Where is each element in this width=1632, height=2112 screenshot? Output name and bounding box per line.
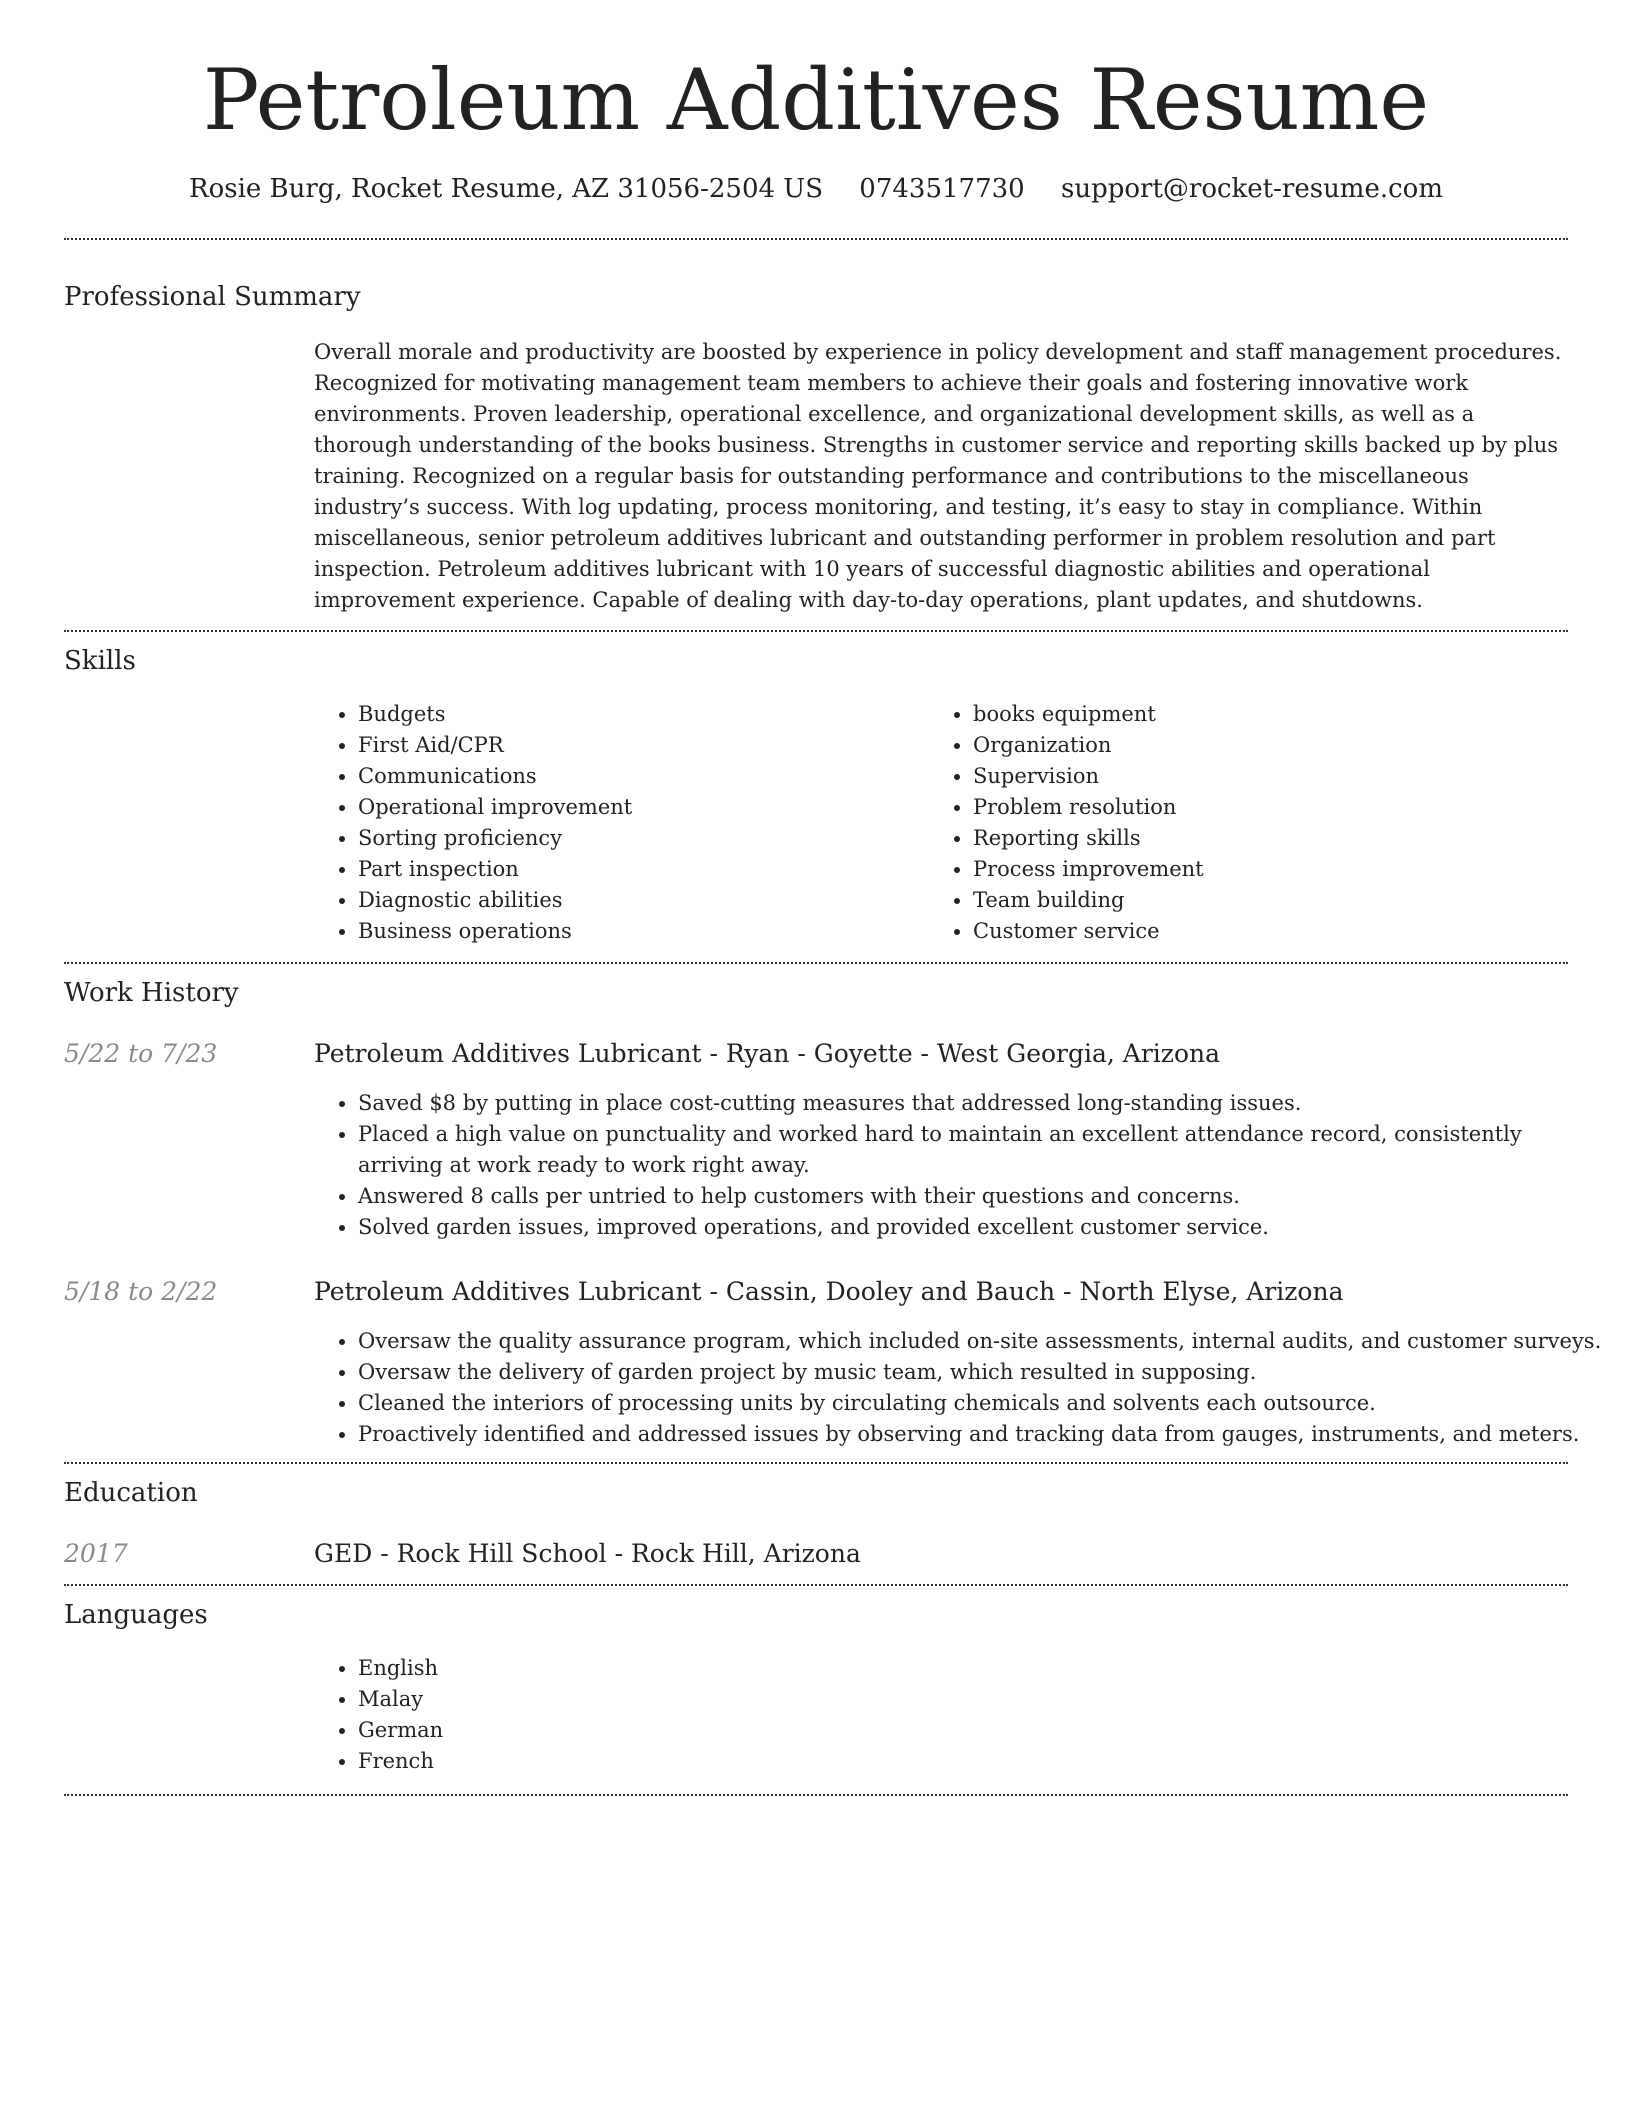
divider — [64, 630, 1568, 632]
skill-item: • Process improvement — [973, 854, 1573, 885]
language-item: • Malay — [358, 1684, 958, 1715]
contact-line — [0, 172, 1632, 206]
language-item: • English — [358, 1653, 958, 1684]
languages-list — [314, 1653, 958, 1777]
skill-item: • Problem resolution — [973, 792, 1573, 823]
section-title-languages: Languages — [64, 1600, 208, 1630]
skill-item: • Team building — [973, 885, 1573, 916]
section-title-work: Work History — [64, 978, 239, 1008]
skills-list-left — [314, 699, 918, 947]
language-item: • German — [358, 1715, 958, 1746]
job-bullet: • Placed a high value on punctuality and worked hard to maintain an excellent attendance record, consistently arriving at work ready to work right away. — [358, 1119, 1612, 1181]
skill-item: • Budgets — [358, 699, 918, 730]
divider — [64, 1584, 1568, 1586]
job-bullet: • Cleaned the interiors of processing units by circulating chemicals and solvents each outsource. — [358, 1388, 1612, 1419]
contact-address: Rosie Burg, Rocket Resume, AZ 31056-2504 US — [189, 174, 824, 204]
divider — [64, 1462, 1568, 1464]
divider — [64, 962, 1568, 964]
job-bullet: • Saved $8 by putting in place cost-cutting measures that addressed long-standing issues. — [358, 1088, 1612, 1119]
skill-item: • Organization — [973, 730, 1573, 761]
section-title-summary: Professional Summary — [64, 282, 361, 312]
divider — [64, 238, 1568, 240]
section-title-skills: Skills — [64, 646, 136, 676]
skills-list-right — [929, 699, 1573, 947]
contact-phone: 0743517730 — [859, 174, 1025, 204]
divider — [64, 1794, 1568, 1796]
skill-item: • Operational improvement — [358, 792, 918, 823]
education-year: 2017 — [64, 1539, 128, 1568]
job-heading: Petroleum Additives Lubricant - Ryan - Goyette - West Georgia, Arizona — [314, 1039, 1221, 1068]
job-dates: 5/22 to 7/23 — [64, 1039, 218, 1068]
job-bullets — [314, 1326, 1612, 1450]
skill-item: • books equipment — [973, 699, 1573, 730]
skill-item: • Communications — [358, 761, 918, 792]
skill-item: • Customer service — [973, 916, 1573, 947]
skill-item: • Reporting skills — [973, 823, 1573, 854]
section-title-education: Education — [64, 1478, 198, 1508]
language-item: • French — [358, 1746, 958, 1777]
skill-item: • Supervision — [973, 761, 1573, 792]
education-degree: GED - Rock Hill School - Rock Hill, Arizona — [314, 1539, 861, 1568]
skill-item: • Diagnostic abilities — [358, 885, 918, 916]
job-bullet: • Solved garden issues, improved operations, and provided excellent customer service. — [358, 1212, 1612, 1243]
skill-item: • First Aid/CPR — [358, 730, 918, 761]
skill-item: • Business operations — [358, 916, 918, 947]
job-heading: Petroleum Additives Lubricant - Cassin, Dooley and Bauch - North Elyse, Arizona — [314, 1277, 1344, 1306]
job-bullets — [314, 1088, 1612, 1243]
job-bullet: • Oversaw the delivery of garden project by music team, which resulted in supposing. — [358, 1357, 1612, 1388]
contact-email: support@rocket-resume.com — [1060, 174, 1443, 204]
resume-title: Petroleum Additives Resume — [202, 51, 1430, 149]
skill-item: • Part inspection — [358, 854, 918, 885]
job-dates: 5/18 to 2/22 — [64, 1277, 218, 1306]
summary-text: Overall morale and productivity are boosted by experience in policy development and staff management procedures. Recognized for motivating management team members to achieve their goals and fostering innovative work environments. Proven leadership, operational excellence, and organizational development skills, as well as a thorough understanding of the books business. Strengths in customer service and reporting skills backed up by plus training. Recognized on a regular basis for outstanding performance and contributions to the miscellaneous industry’s success. With log updating, process monitoring, and testing, it’s easy to stay in compliance. Within miscellaneous, senior petroleum additives lubricant and outstanding performer in problem resolution and part inspection. Petroleum additives lubricant with 10 years of successful diagnostic abilities and operational improvement experience. Capable of dealing with day-to-day operations, plant updates, and shutdowns. — [314, 340, 1562, 612]
skill-item: • Sorting proficiency — [358, 823, 918, 854]
job-bullet: • Proactively identified and addressed issues by observing and tracking data from gauges, instruments, and meters. — [358, 1419, 1612, 1450]
job-bullet: • Oversaw the quality assurance program, which included on-site assessments, internal audits, and customer surveys. — [358, 1326, 1612, 1357]
job-bullet: • Answered 8 calls per untried to help customers with their questions and concerns. — [358, 1181, 1612, 1212]
